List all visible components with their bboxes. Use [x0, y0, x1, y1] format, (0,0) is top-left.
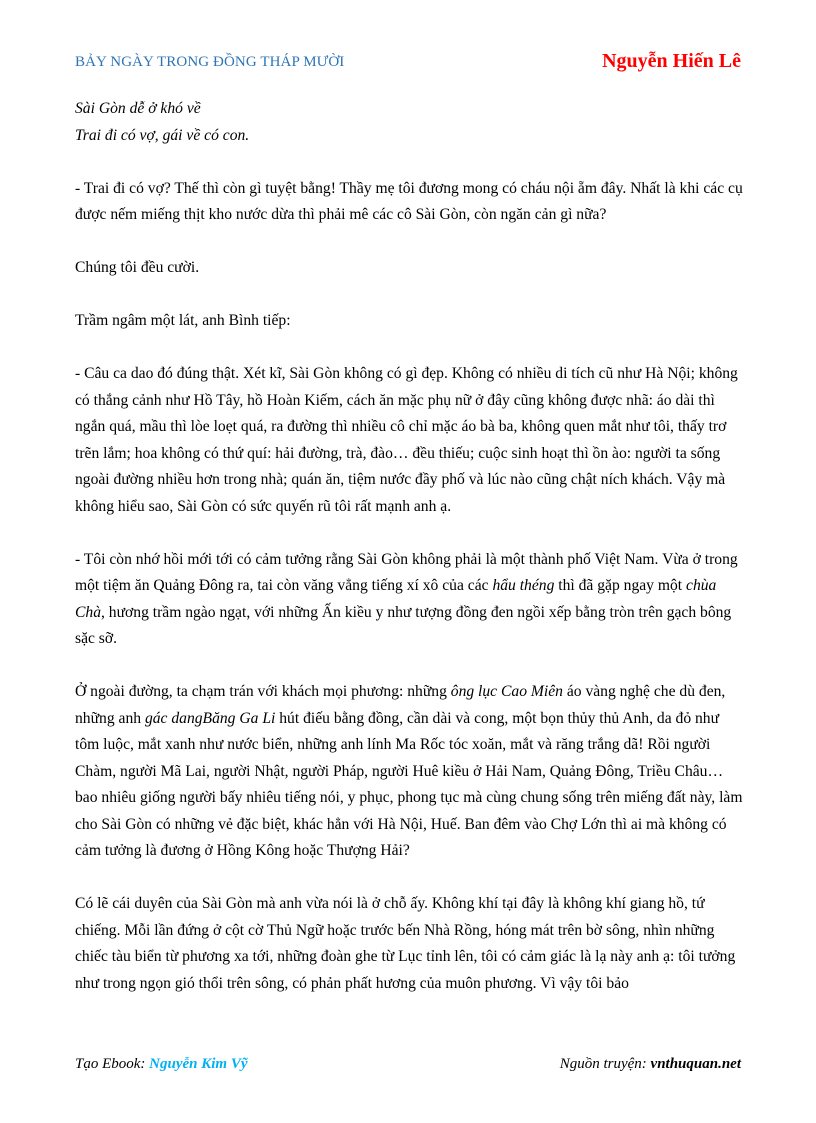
page-header: [75, 50, 741, 76]
paragraph: Có lẽ cái duyên của Sài Gòn mà anh vừa nói là ở chỗ ấy. Không khí tại đây là không khí giang hồ, tứ chiếng. Mỗi lần đứng ở cột cờ Thủ Ngữ hoặc trước bến Nhà Rồng, hóng mát trên bờ sông, nhìn những chiếc tàu biển từ phương xa tới, những đoàn ghe từ Lục tỉnh lên, tôi có cảm giác là lạ này anh ạ: tôi tưởng như trong ngọn gió thổi trên sông, có phản phất hương của muôn phương. Vì vậy tôi bảo: [75, 895, 736, 992]
italic-term: ông lục Cao Miên: [450, 683, 563, 700]
italic-term: chùa Chà: [75, 577, 717, 621]
source-name: vnthuquan.net: [650, 1056, 741, 1072]
page-content: [75, 96, 743, 1024]
paragraph: - Tôi còn nhớ hồi mới tới có cảm tưởng rằng Sài Gòn không phải là một thành phố Việt Nam. Vừa ở trong một tiệm ăn Quảng Đông ra, tai còn văng vẳng tiếng xí xô của các hẩu théng thì đã gặp ngay một chùa Chà, hương trầm ngào ngạt, với những Ấn kiều y như tượng đồng đen ngồi xếp bằng tròn trên gạch bông sặc sỡ.: [75, 550, 738, 647]
italic-term: gác dangBăng Ga Li: [144, 709, 276, 727]
author-name: Nguyễn Hiến Lê: [602, 50, 741, 72]
paragraph: - Câu ca dao đó đúng thật. Xét kĩ, Sài Gòn không có gì đẹp. Không có nhiều di tích cũ như Hà Nội; không có thắng cảnh như Hồ Tây, hồ Hoàn Kiếm, cách ăn mặc phụ nữ ở đây cũng không được nhã: áo dài thì ngắn quá, mầu thì lòe loẹt quá, ra đường thì nhiều cô chỉ mặc áo bà ba, không quen mắt như tôi, thấy trơ trẽn lắm; hoa không có thứ quí: hải đường, trà, đào… đều thiếu; cuộc sinh hoạt thì ồn ào: người ta sống ngoài đường nhiều hơn trong nhà; quán ăn, tiệm nước đầy phố và lúc nào cũng chật ních khách. Vậy mà không hiểu sao, Sài Gòn có sức quyến rũ tôi rất mạnh anh ạ.: [75, 365, 738, 515]
paragraph: - Trai đi có vợ? Thế thì còn gì tuyệt bằng! Thầy mẹ tôi đương mong có cháu nội ẵm đây. Nhất là khi các cụ được nếm miếng thịt kho nước dừa thì phải mê các cô Sài Gòn, còn ngăn cản gì nữa?: [75, 179, 743, 223]
verse-block: [75, 96, 743, 149]
paragraph: Chúng tôi đều cười.: [75, 259, 200, 276]
italic-term: hẩu théng: [492, 577, 555, 594]
verse-line: Sài Gòn dễ ở khó về: [75, 100, 201, 117]
page-footer: [75, 1056, 741, 1076]
ebook-credit: Tạo Ebook: Nguyễn Kim Vỹ: [75, 1056, 248, 1072]
source-credit: Nguồn truyện: vnthuquan.net: [559, 1056, 741, 1072]
creator-name: Nguyễn Kim Vỹ: [149, 1056, 248, 1072]
verse-line: Trai đi có vợ, gái về có con.: [75, 126, 250, 144]
book-title: BẢY NGÀY TRONG ĐỒNG THÁP MƯỜI: [75, 54, 345, 70]
paragraph: Ở ngoài đường, ta chạm trán với khách mọi phương: những ông lục Cao Miên áo vàng nghệ che dù đen, những anh gác dangBăng Ga Li hút điếu bằng đồng, cần dài và cong, một bọn thủy thủ Anh, da đỏ như tôm luộc, mắt xanh như nước biển, những anh lính Ma Rốc tóc xoăn, mắt và răng trắng dã! Rồi người Chàm, người Mã Lai, người Nhật, người Pháp, người Huê kiều ở Hải Nam, Quảng Đông, Triều Châu…bao nhiêu giống người bấy nhiêu tiếng nói, y phục, phong tục mà cùng chung sống trên miếng đất này, làm cho Sài Gòn có những vẻ đặc biệt, khác hẳn với Hà Nội, Huế. Ban đêm vào Chợ Lớn thì ai mà không có cảm tưởng là đương ở Hồng Kông hoặc Thượng Hải?: [75, 683, 743, 859]
paragraph: Trầm ngâm một lát, anh Bình tiếp:: [75, 312, 291, 329]
